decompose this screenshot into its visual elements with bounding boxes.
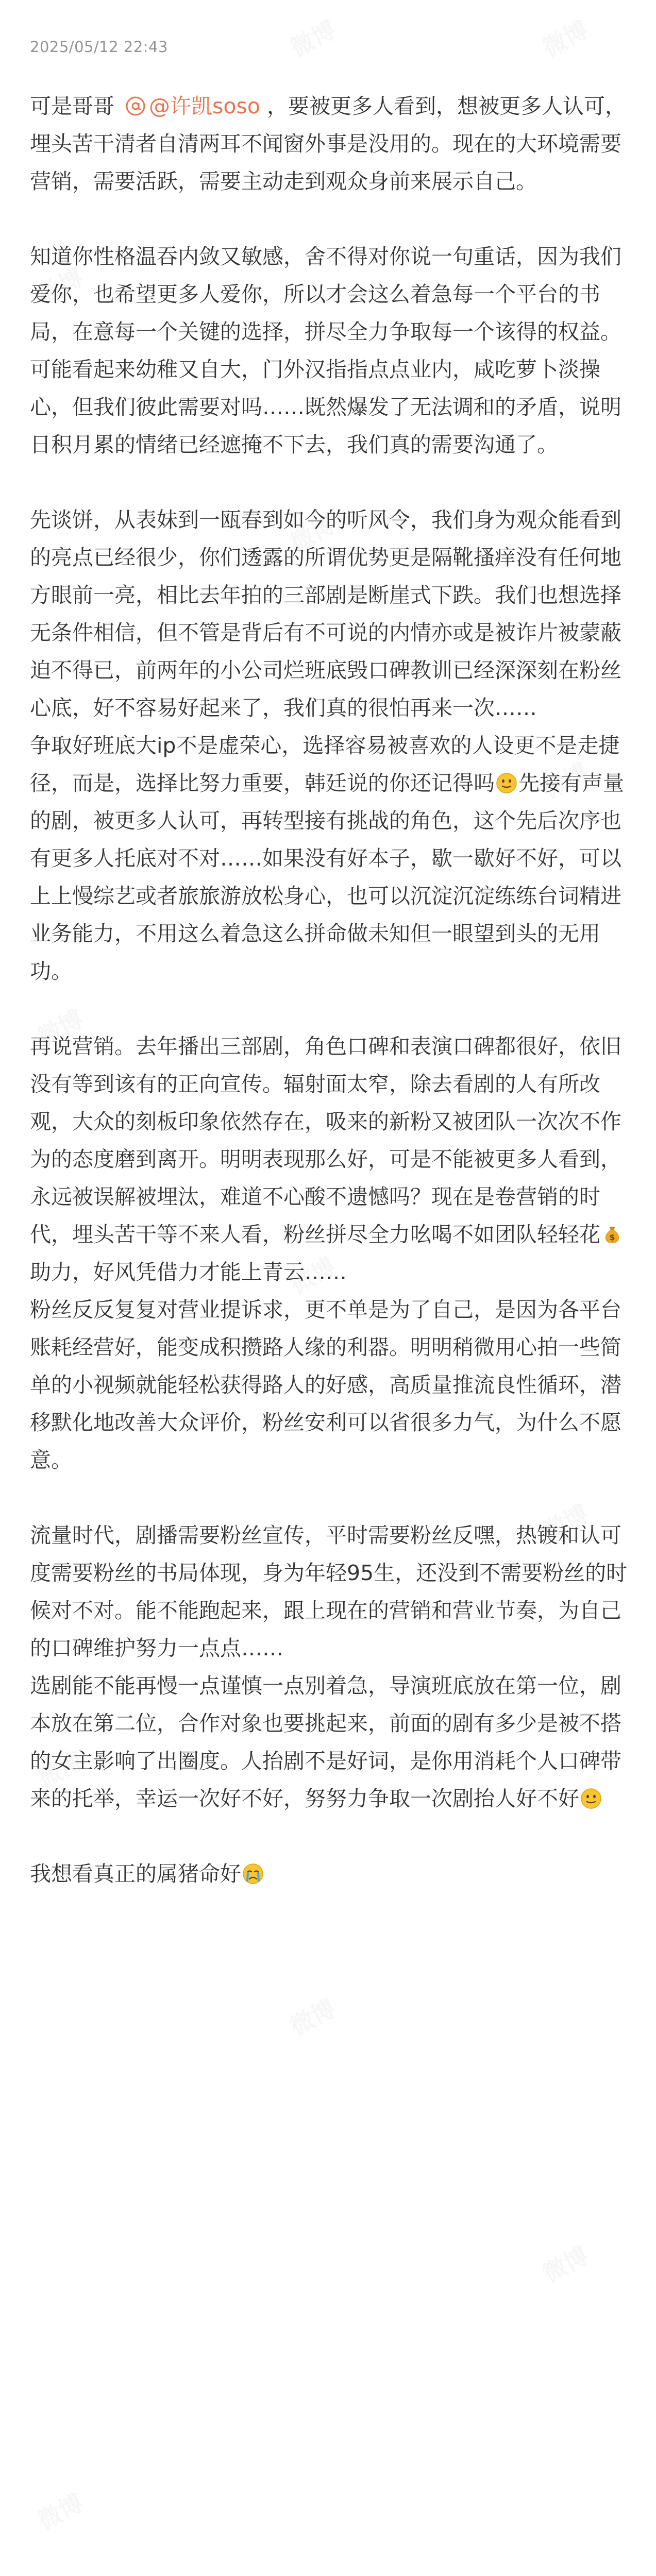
svg-text:$: $ [609,1232,615,1242]
money-bag-emoji [601,1224,623,1245]
background-watermark [536,2237,594,2289]
paragraph-8-text: 选剧能不能再慢一点谨慎一点别着急，导演班底放在第一位，剧本放在第二位，合作对象也要挑起来，前面的剧有多少是被不搭的女主影响了出圈度。人抬剧不是好词，是你用消耗个人口碑带来的托举，幸运一次好不好，努努力争取一次剧抬人好不好 [30,1673,621,1811]
intro-text-after: ，要被更多人看到，想被更多人认可，埋头苦干清者自清两耳不闻窗外事是没用的。现在的大环境需要营销，需要活跃，需要主动走到观众身前来展示自己。 [30,94,626,194]
paragraph-6: 粉丝反反复复对营业提诉求，更不单是为了自己，是因为各平台账耗经营好，能变成积攒路人缘的利器。明明稍微用心拍一些简单的小视频就能轻松获得路人的好感，高质量推流良性循环，潜移默化地改善大众评价，粉丝安利可以省很多力气，为什么不愿意。 [30,1297,621,1472]
background-watermark [283,11,341,63]
paragraph-5-text-a: 再说营销。去年播出三部剧，角色口碑和表演口碑都很好，依旧没有等到该有的正向宣传。辐射面太窄，除去看剧的人有所改观，大众的刻板印象依然存在，吸来的新粉又被团队一次次不作为的态度磨到离开。明明表现那么好，可是不能被更多人看到，永远被误解被埋汰，难道不心酸不遗憾吗？现在是卷营销的时代，埋头苦干等不来人看，粉丝拼尽全力吆喝不如团队轻轻花 [30,1034,621,1247]
slight-smile-emoji [496,772,517,794]
post-body [30,88,628,1893]
paragraph-9 [30,1855,628,1893]
crying-emoji [242,1863,264,1885]
paragraph-5-text-b: 助力，好风凭借力才能上青云…… [30,1260,347,1284]
background-watermark [536,11,594,63]
paragraph-4-text-a: 争取好班底大ip不是虚荣心，选择容易被喜欢的人设更不是走捷径，而是，选择比努力重要，韩廷说的你还记得吗 [30,733,620,795]
user-mention-text[interactable]: @许凯soso [149,94,260,118]
paragraph-intro [30,88,628,200]
background-watermark [31,2484,89,2536]
paragraph-5 [30,1028,628,1291]
paragraph-4-text-b: 先接有声量的剧，被更多人认可，再转型接有挑战的角色，这个先后次序也有更多人托底对不对……如果没有好本子，歇一歇好不好，可以上上慢综艺或者旅旅游放松身心，也可以沉淀沉淀练练台词精进业务能力，不用这么着急这么拼命做未知但一眼望到头的无用功。 [30,771,624,984]
post-timestamp: 2025/05/12 22:43 [30,38,168,56]
user-mention-link[interactable] [121,94,267,118]
paragraph-2: 知道你性格温吞内敛又敏感，舍不得对你说一句重话，因为我们爱你，也希望更多人爱你，所以才会这么着急每一个平台的书局，在意每一个关键的选择，拼尽全力争取每一个该得的权益。可能看起来幼稚又自大，门外汉指指点点业内，咸吃萝卜淡操心，但我们彼此需要对吗……既然爆发了无法调和的矛盾，说明日积月累的情绪已经遮掩不下去，我们真的需要沟通了。 [30,244,621,457]
slight-smile-emoji [580,1788,602,1809]
background-watermark [283,1990,341,2042]
paragraph-3: 先谈饼，从表妹到一瓯春到如今的听风令，我们身为观众能看到的亮点已经很少，你们透露的所谓优势更是隔靴搔痒没有任何地方眼前一亮，相比去年拍的三部剧是断崖式下跌。我们也想选择无条件相信，但不管是背后有不可说的内情亦或是被诈片被蒙蔽迫不得已，前两年的小公司烂班底毁口碑教训已经深深刻在粉丝心底，好不容易好起来了，我们真的很怕再来一次…… [30,507,621,720]
paragraph-7: 流量时代，剧播需要粉丝宣传，平时需要粉丝反嘿，热镀和认可度需要粉丝的书局体现，身为年轻95生，还没到不需要粉丝的时候对不对。能不能跑起来，跟上现在的营销和营业节奏，为自己的口碑维护努力一点点…… [30,1523,628,1660]
link-mention-icon [125,96,146,116]
paragraph-8 [30,1667,628,1818]
paragraph-9-text: 我想看真正的属猪命好 [30,1861,241,1886]
intro-text-before: 可是哥哥 [30,94,114,118]
paragraph-4 [30,727,628,990]
